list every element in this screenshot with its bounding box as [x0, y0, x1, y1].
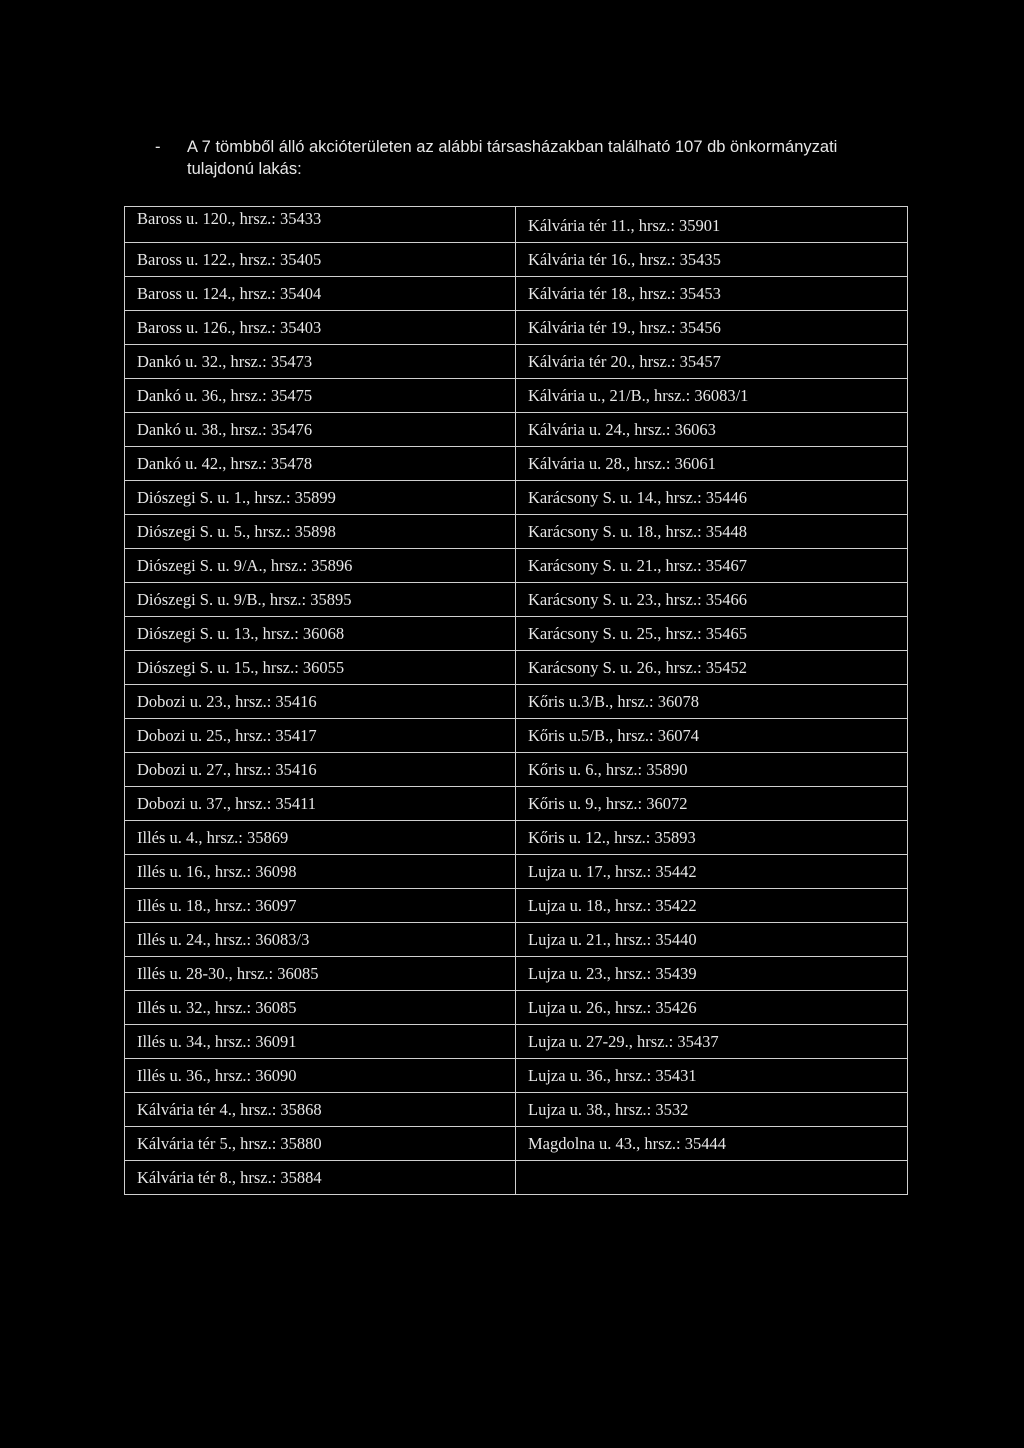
- address-cell-right: Kálvária tér 16., hrsz.: 35435: [516, 243, 908, 277]
- table-row: [125, 583, 908, 617]
- address-cell-right: Kálvária tér 18., hrsz.: 35453: [516, 277, 908, 311]
- address-cell-right: Lujza u. 26., hrsz.: 35426: [516, 991, 908, 1025]
- address-cell-right: Kőris u. 12., hrsz.: 35893: [516, 821, 908, 855]
- address-cell-left: Dobozi u. 25., hrsz.: 35417: [125, 719, 516, 753]
- address-cell-right: Kálvária tér 19., hrsz.: 35456: [516, 311, 908, 345]
- apartment-table: [124, 206, 907, 1195]
- address-cell-right: Kálvária tér 11., hrsz.: 35901: [516, 207, 908, 243]
- address-cell-right: Lujza u. 21., hrsz.: 35440: [516, 923, 908, 957]
- address-cell-left: Diószegi S. u. 13., hrsz.: 36068: [125, 617, 516, 651]
- address-cell-right: Kálvária u., 21/B., hrsz.: 36083/1: [516, 379, 908, 413]
- address-cell-right: Karácsony S. u. 21., hrsz.: 35467: [516, 549, 908, 583]
- address-cell-left: Diószegi S. u. 1., hrsz.: 35899: [125, 481, 516, 515]
- address-cell-left: Illés u. 32., hrsz.: 36085: [125, 991, 516, 1025]
- address-cell-right: Karácsony S. u. 26., hrsz.: 35452: [516, 651, 908, 685]
- address-cell-left: Diószegi S. u. 9/B., hrsz.: 35895: [125, 583, 516, 617]
- table-row: [125, 1059, 908, 1093]
- address-cell-left: Baross u. 124., hrsz.: 35404: [125, 277, 516, 311]
- address-cell-right: Karácsony S. u. 25., hrsz.: 35465: [516, 617, 908, 651]
- address-cell-right: Lujza u. 36., hrsz.: 35431: [516, 1059, 908, 1093]
- address-cell-right: Kálvária tér 20., hrsz.: 35457: [516, 345, 908, 379]
- table-row: [125, 651, 908, 685]
- address-cell-right: Kálvária u. 28., hrsz.: 36061: [516, 447, 908, 481]
- table-row: [125, 515, 908, 549]
- table-row: [125, 481, 908, 515]
- address-cell-left: Diószegi S. u. 5., hrsz.: 35898: [125, 515, 516, 549]
- address-cell-right: Kőris u. 6., hrsz.: 35890: [516, 753, 908, 787]
- table-row: [125, 753, 908, 787]
- address-cell-right: Lujza u. 18., hrsz.: 35422: [516, 889, 908, 923]
- table-row: [125, 889, 908, 923]
- intro-text-line-1: A 7 tömbből álló akcióterületen az alábbi társasházakban található 107 db önkormányzati: [187, 138, 838, 156]
- table-row: [125, 617, 908, 651]
- table-row: [125, 957, 908, 991]
- address-cell-left: Diószegi S. u. 9/A., hrsz.: 35896: [125, 549, 516, 583]
- address-cell-left: Baross u. 126., hrsz.: 35403: [125, 311, 516, 345]
- list-dash: -: [155, 138, 161, 156]
- address-cell-left: Baross u. 122., hrsz.: 35405: [125, 243, 516, 277]
- table-row: [125, 1025, 908, 1059]
- address-cell-left: Illés u. 28-30., hrsz.: 36085: [125, 957, 516, 991]
- table-row: [125, 821, 908, 855]
- address-cell-left: Dobozi u. 27., hrsz.: 35416: [125, 753, 516, 787]
- table-row: [125, 447, 908, 481]
- intro-paragraph: [155, 136, 955, 180]
- address-cell-left: Dobozi u. 23., hrsz.: 35416: [125, 685, 516, 719]
- table-row: [125, 413, 908, 447]
- table-row: [125, 1093, 908, 1127]
- table-row: [125, 787, 908, 821]
- address-cell-right: Karácsony S. u. 23., hrsz.: 35466: [516, 583, 908, 617]
- address-cell-left: Diószegi S. u. 15., hrsz.: 36055: [125, 651, 516, 685]
- address-cell-right: Karácsony S. u. 14., hrsz.: 35446: [516, 481, 908, 515]
- address-cell-left: Illés u. 4., hrsz.: 35869: [125, 821, 516, 855]
- table-row: [125, 345, 908, 379]
- address-cell-right: Kőris u.3/B., hrsz.: 36078: [516, 685, 908, 719]
- table-row: [125, 549, 908, 583]
- address-cell-left: Dankó u. 32., hrsz.: 35473: [125, 345, 516, 379]
- address-cell-left: Kálvária tér 4., hrsz.: 35868: [125, 1093, 516, 1127]
- table-row: [125, 243, 908, 277]
- address-cell-left: Dankó u. 36., hrsz.: 35475: [125, 379, 516, 413]
- address-cell-right: [516, 1161, 908, 1195]
- address-cell-right: Karácsony S. u. 18., hrsz.: 35448: [516, 515, 908, 549]
- table-row: [125, 1127, 908, 1161]
- table-row: [125, 311, 908, 345]
- address-cell-left: Illés u. 16., hrsz.: 36098: [125, 855, 516, 889]
- address-cell-right: Lujza u. 38., hrsz.: 3532: [516, 1093, 908, 1127]
- table-row: [125, 991, 908, 1025]
- address-cell-left: Baross u. 120., hrsz.: 35433: [125, 207, 516, 243]
- address-cell-left: Kálvária tér 5., hrsz.: 35880: [125, 1127, 516, 1161]
- address-cell-left: Illés u. 18., hrsz.: 36097: [125, 889, 516, 923]
- apartment-table-body: [125, 207, 908, 1195]
- address-cell-right: Kőris u. 9., hrsz.: 36072: [516, 787, 908, 821]
- address-cell-left: Dankó u. 42., hrsz.: 35478: [125, 447, 516, 481]
- table-row: [125, 207, 908, 243]
- intro-text-line-2: tulajdonú lakás:: [187, 160, 302, 178]
- table-row: [125, 685, 908, 719]
- address-cell-left: Dankó u. 38., hrsz.: 35476: [125, 413, 516, 447]
- address-cell-left: Dobozi u. 37., hrsz.: 35411: [125, 787, 516, 821]
- address-cell-right: Lujza u. 27-29., hrsz.: 35437: [516, 1025, 908, 1059]
- address-cell-left: Illés u. 34., hrsz.: 36091: [125, 1025, 516, 1059]
- table-row: [125, 855, 908, 889]
- table-row: [125, 379, 908, 413]
- address-cell-right: Lujza u. 17., hrsz.: 35442: [516, 855, 908, 889]
- address-cell-right: Kálvária u. 24., hrsz.: 36063: [516, 413, 908, 447]
- address-cell-right: Kőris u.5/B., hrsz.: 36074: [516, 719, 908, 753]
- address-cell-left: Kálvária tér 8., hrsz.: 35884: [125, 1161, 516, 1195]
- address-cell-right: Magdolna u. 43., hrsz.: 35444: [516, 1127, 908, 1161]
- address-cell-left: Illés u. 24., hrsz.: 36083/3: [125, 923, 516, 957]
- table-row: [125, 923, 908, 957]
- table-row: [125, 719, 908, 753]
- table-row: [125, 1161, 908, 1195]
- table-row: [125, 277, 908, 311]
- address-cell-right: Lujza u. 23., hrsz.: 35439: [516, 957, 908, 991]
- address-cell-left: Illés u. 36., hrsz.: 36090: [125, 1059, 516, 1093]
